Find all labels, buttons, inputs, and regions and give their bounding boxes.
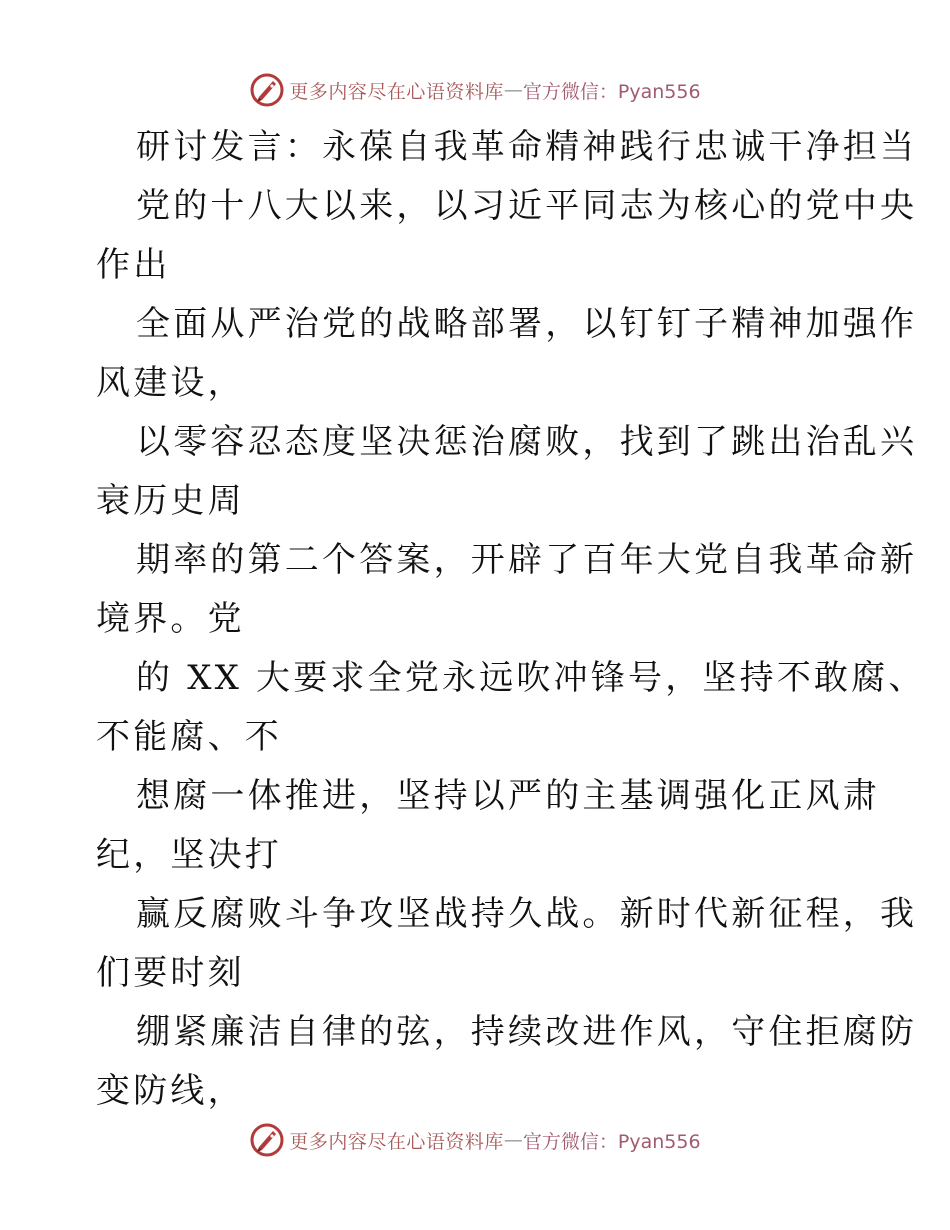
footer-watermark-banner [0,1120,950,1160]
pen-nib-logo-icon [249,72,285,108]
banner-main-text: 更多内容尽在心语资料库 [289,1130,504,1153]
text-line: 纪，坚决打 [96,835,282,875]
text-line: 绷紧廉洁自律的弦，持续改进作风，守住拒腐防 [136,1012,918,1052]
document-body [96,118,926,1121]
text-line: 风建设， [96,363,245,403]
text-line: 党的十八大以来，以习近平同志为核心的党中央 [136,186,918,226]
pen-nib-logo-icon [249,1122,285,1158]
banner-separator: — [503,79,523,101]
text-line: 作出 [96,245,171,285]
banner-main-text: 更多内容尽在心语资料库 [289,80,504,103]
text-line: 全面从严治党的战略部署，以钉钉子精神加强作 [136,304,918,344]
header-watermark-banner [0,70,950,110]
text-line: 们要时刻 [96,953,245,993]
text-line: 想腐一体推进，坚持以严的主基调强化正风肃 [136,776,880,816]
banner-wechat-text: 官方微信：Pyan556 [522,1130,701,1153]
text-line: 期率的第二个答案，开辟了百年大党自我革命新 [136,540,918,580]
text-line: 衰历史周 [96,481,245,521]
text-line: 境界。党 [96,599,245,639]
banner-separator: — [503,1129,523,1151]
document-title-line: 研讨发言：永葆自我革命精神践行忠诚干净担当 [136,127,918,167]
text-line: 不能腐、不 [96,717,282,757]
text-line: 赢反腐败斗争攻坚战持久战。新时代新征程，我 [136,894,918,934]
text-line: 以零容忍态度坚决惩治腐败，找到了跳出治乱兴 [136,422,918,462]
text-line: 变防线， [96,1071,245,1111]
banner-wechat-text: 官方微信：Pyan556 [522,80,701,103]
text-line: 的 XX 大要求全党永远吹冲锋号，坚持不敢腐、 [136,658,926,698]
